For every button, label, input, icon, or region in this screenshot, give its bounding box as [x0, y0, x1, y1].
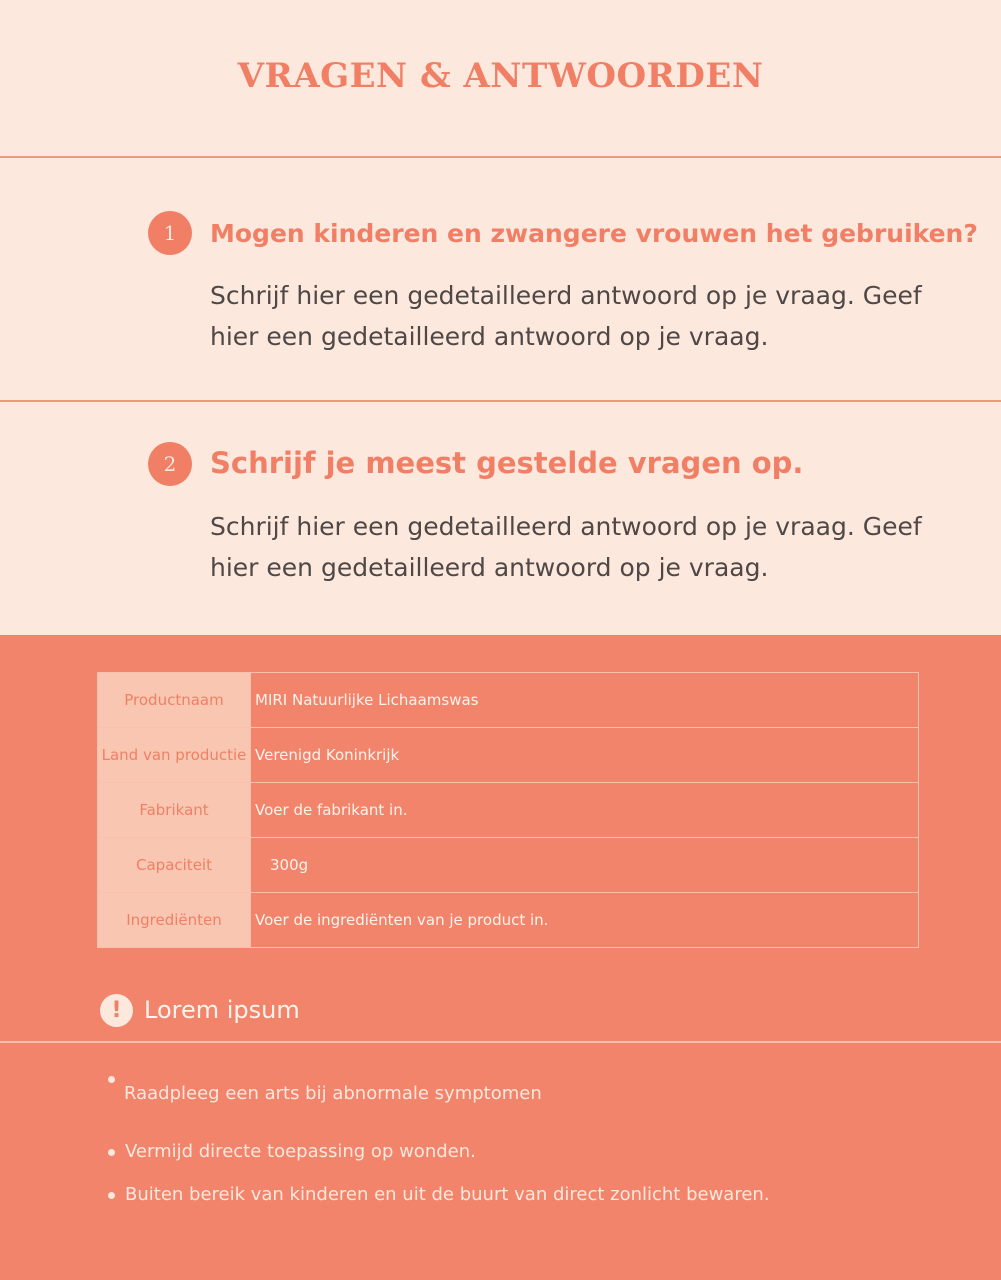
spec-value: Verenigd Koninkrijk — [251, 728, 919, 783]
table-row — [98, 728, 919, 783]
divider — [0, 156, 1001, 158]
spec-label: Capaciteit — [98, 838, 251, 893]
table-row — [98, 838, 919, 893]
number-badge: 1 — [148, 211, 192, 255]
spec-value: MIRI Natuurlijke Lichaamswas — [251, 673, 919, 728]
bullet-dot — [108, 1076, 115, 1083]
page-title: VRAGEN & ANTWOORDEN — [237, 56, 764, 96]
faq-section — [0, 0, 1001, 635]
spec-label: Land van productie — [98, 728, 251, 783]
bullet-dot — [108, 1192, 115, 1199]
spec-label: Productnaam — [98, 673, 251, 728]
faq-question: Mogen kinderen en zwangere vrouwen het gebruiken? — [210, 219, 978, 248]
number-badge: 2 — [148, 442, 192, 486]
spec-label: Ingrediënten — [98, 893, 251, 948]
warning-item: Vermijd directe toepassing op wonden. — [125, 1141, 476, 1162]
warning-item: Raadpleeg een arts bij abnormale symptomen — [124, 1083, 542, 1104]
spec-value: Voer de ingrediënten van je product in. — [251, 893, 919, 948]
divider — [0, 400, 1001, 402]
faq-answer: Schrijf hier een gedetailleerd antwoord op je vraag. Geef hier een gedetailleerd antwoord op je vraag. — [210, 281, 922, 351]
table-row — [98, 673, 919, 728]
faq-answer: Schrijf hier een gedetailleerd antwoord op je vraag. Geef hier een gedetailleerd antwoord op je vraag. — [210, 512, 922, 582]
spec-value: 300g — [251, 838, 919, 893]
warning-title: Lorem ipsum — [144, 996, 300, 1024]
spec-value: Voer de fabrikant in. — [251, 783, 919, 838]
bullet-dot — [108, 1149, 115, 1156]
spec-label: Fabrikant — [98, 783, 251, 838]
exclamation-icon: ! — [100, 994, 133, 1027]
product-info-section — [0, 635, 1001, 1280]
warning-item: Buiten bereik van kinderen en uit de buurt van direct zonlicht bewaren. — [125, 1184, 770, 1205]
table-row — [98, 893, 919, 948]
faq-question: Schrijf je meest gestelde vragen op. — [210, 446, 804, 480]
divider — [0, 1041, 1001, 1043]
table-row — [98, 783, 919, 838]
spec-table — [97, 672, 919, 948]
